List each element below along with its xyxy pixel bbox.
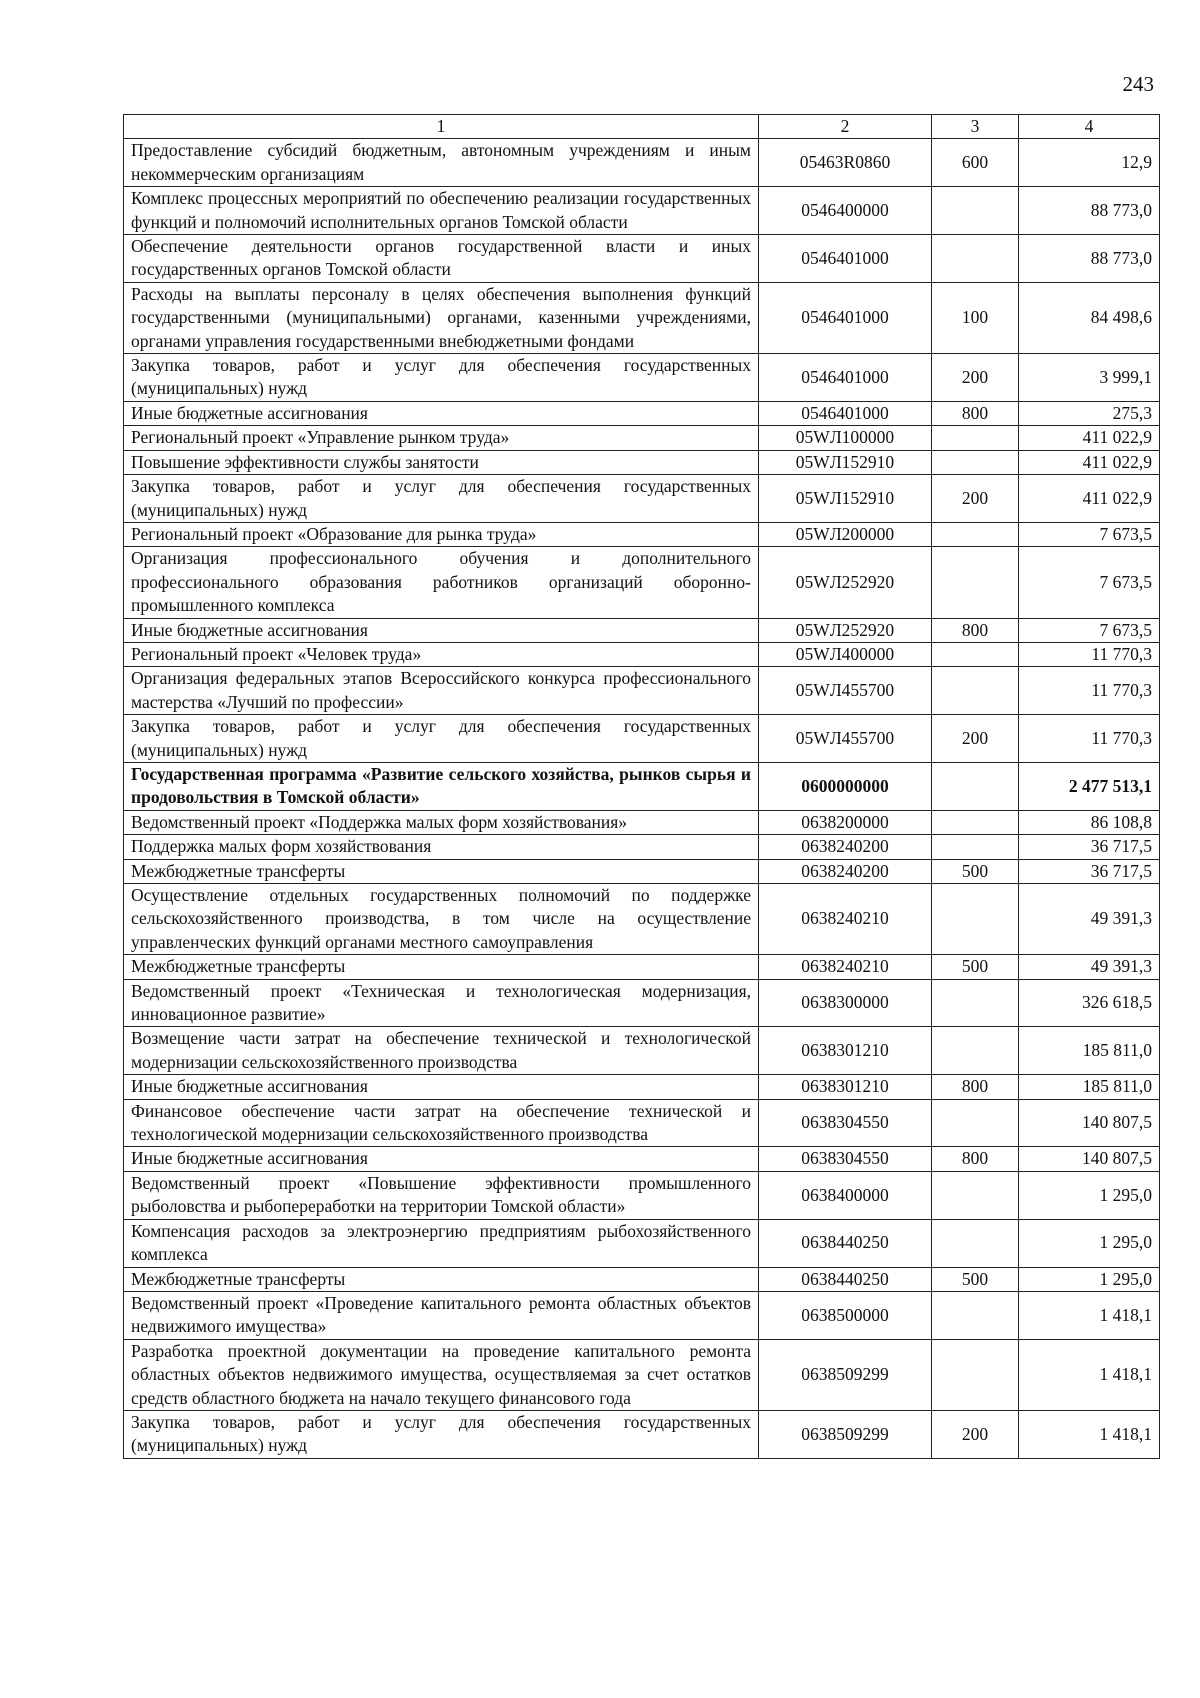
- cell-code: 0638301210: [759, 1075, 932, 1099]
- table-row: [124, 139, 1160, 187]
- cell-code: 05463R0860: [759, 139, 932, 187]
- budget-table: [123, 114, 1160, 1459]
- cell-type: [932, 1171, 1019, 1219]
- cell-code: 0638240210: [759, 955, 932, 979]
- cell-amount: 411 022,9: [1019, 426, 1160, 450]
- cell-code: 0546400000: [759, 187, 932, 235]
- cell-code: 0546401000: [759, 354, 932, 402]
- column-header-1: 1: [124, 115, 759, 139]
- cell-code: 0638509299: [759, 1410, 932, 1458]
- table-row: [124, 1339, 1160, 1410]
- cell-type: 800: [932, 1147, 1019, 1171]
- cell-name: Расходы на выплаты персоналу в целях обеспечения выполнения функций государственными (муниципальными) органами, казенными учреждениями, органами управления государственными внебюджетными фондами: [124, 282, 759, 353]
- cell-type: 600: [932, 139, 1019, 187]
- table-row: [124, 1219, 1160, 1267]
- table-row: [124, 450, 1160, 474]
- cell-amount: 11 770,3: [1019, 715, 1160, 763]
- table-row: [124, 1267, 1160, 1291]
- cell-name: Поддержка малых форм хозяйствования: [124, 835, 759, 859]
- cell-amount: 275,3: [1019, 401, 1160, 425]
- cell-name: Региональный проект «Образование для рынка труда»: [124, 522, 759, 546]
- cell-amount: 1 418,1: [1019, 1291, 1160, 1339]
- cell-name: Иные бюджетные ассигнования: [124, 1147, 759, 1171]
- table-row: [124, 235, 1160, 283]
- cell-type: 800: [932, 1075, 1019, 1099]
- cell-type: [932, 187, 1019, 235]
- cell-type: [932, 450, 1019, 474]
- cell-amount: 11 770,3: [1019, 667, 1160, 715]
- table-row: [124, 522, 1160, 546]
- cell-code: 0638440250: [759, 1267, 932, 1291]
- table-row: [124, 955, 1160, 979]
- cell-name: Повышение эффективности службы занятости: [124, 450, 759, 474]
- cell-type: [932, 884, 1019, 955]
- cell-type: [932, 235, 1019, 283]
- table-row: [124, 859, 1160, 883]
- cell-name: Осуществление отдельных государственных полномочий по поддержке сельскохозяйственного производства, в том числе на осуществление управленческих функций органами местного самоуправления: [124, 884, 759, 955]
- cell-name: Организация федеральных этапов Всероссийского конкурса профессионального мастерства «Лучший по профессии»: [124, 667, 759, 715]
- cell-type: 500: [932, 859, 1019, 883]
- cell-name: Иные бюджетные ассигнования: [124, 1075, 759, 1099]
- cell-code: 05WЛ200000: [759, 522, 932, 546]
- table-row: [124, 547, 1160, 618]
- column-header-4: 4: [1019, 115, 1160, 139]
- cell-amount: 140 807,5: [1019, 1099, 1160, 1147]
- cell-code: 0638400000: [759, 1171, 932, 1219]
- cell-name: Разработка проектной документации на проведение капитального ремонта областных объектов недвижимого имущества, осуществляемая за счет остатков средств областного бюджета на начало текущего финансового года: [124, 1339, 759, 1410]
- cell-amount: 411 022,9: [1019, 450, 1160, 474]
- cell-type: [932, 762, 1019, 810]
- cell-type: [932, 979, 1019, 1027]
- cell-code: 0638200000: [759, 810, 932, 834]
- cell-type: 800: [932, 401, 1019, 425]
- cell-name: Региональный проект «Человек труда»: [124, 642, 759, 666]
- cell-amount: 7 673,5: [1019, 618, 1160, 642]
- cell-type: [932, 642, 1019, 666]
- cell-code: 0638240200: [759, 859, 932, 883]
- cell-code: 05WЛ455700: [759, 715, 932, 763]
- cell-amount: 49 391,3: [1019, 884, 1160, 955]
- cell-amount: 88 773,0: [1019, 235, 1160, 283]
- cell-amount: 86 108,8: [1019, 810, 1160, 834]
- cell-name: Межбюджетные трансферты: [124, 955, 759, 979]
- cell-amount: 36 717,5: [1019, 835, 1160, 859]
- cell-type: 200: [932, 1410, 1019, 1458]
- cell-code: 0638440250: [759, 1219, 932, 1267]
- cell-name: Организация профессионального обучения и дополнительного профессионального образования работников организаций оборонно-промышленного комплекса: [124, 547, 759, 618]
- cell-type: 500: [932, 955, 1019, 979]
- cell-type: [932, 810, 1019, 834]
- cell-name: Межбюджетные трансферты: [124, 859, 759, 883]
- cell-type: [932, 1339, 1019, 1410]
- table-row: [124, 1291, 1160, 1339]
- column-header-3: 3: [932, 115, 1019, 139]
- table-row: [124, 762, 1160, 810]
- cell-code: 05WЛ252920: [759, 618, 932, 642]
- cell-code: 0546401000: [759, 235, 932, 283]
- table-row: [124, 1410, 1160, 1458]
- cell-amount: 2 477 513,1: [1019, 762, 1160, 810]
- table-row: [124, 1147, 1160, 1171]
- table-row: [124, 475, 1160, 523]
- cell-code: 0638509299: [759, 1339, 932, 1410]
- cell-name: Закупка товаров, работ и услуг для обеспечения государственных (муниципальных) нужд: [124, 475, 759, 523]
- cell-name: Иные бюджетные ассигнования: [124, 401, 759, 425]
- cell-code: 0546401000: [759, 282, 932, 353]
- cell-name: Ведомственный проект «Техническая и технологическая модернизация, инновационное развитие»: [124, 979, 759, 1027]
- cell-name: Закупка товаров, работ и услуг для обеспечения государственных (муниципальных) нужд: [124, 1410, 759, 1458]
- table-row: [124, 618, 1160, 642]
- cell-type: 200: [932, 715, 1019, 763]
- cell-name: Ведомственный проект «Поддержка малых форм хозяйствования»: [124, 810, 759, 834]
- cell-amount: 88 773,0: [1019, 187, 1160, 235]
- cell-code: 0600000000: [759, 762, 932, 810]
- table-row: [124, 354, 1160, 402]
- cell-code: 0638240210: [759, 884, 932, 955]
- table-row: [124, 426, 1160, 450]
- page-number: 243: [1122, 72, 1154, 96]
- cell-code: 0638304550: [759, 1099, 932, 1147]
- cell-name: Компенсация расходов за электроэнергию предприятиям рыбохозяйственного комплекса: [124, 1219, 759, 1267]
- cell-type: [932, 547, 1019, 618]
- cell-code: 05WЛ100000: [759, 426, 932, 450]
- table-row: [124, 1099, 1160, 1147]
- table-row: [124, 667, 1160, 715]
- cell-amount: 1 295,0: [1019, 1267, 1160, 1291]
- cell-amount: 11 770,3: [1019, 642, 1160, 666]
- cell-type: [932, 835, 1019, 859]
- cell-code: 0638240200: [759, 835, 932, 859]
- cell-code: 0638304550: [759, 1147, 932, 1171]
- table-row: [124, 1171, 1160, 1219]
- cell-amount: 12,9: [1019, 139, 1160, 187]
- table-body: [124, 115, 1160, 1459]
- cell-name: Закупка товаров, работ и услуг для обеспечения государственных (муниципальных) нужд: [124, 715, 759, 763]
- table-row: [124, 282, 1160, 353]
- table-header-row: [124, 115, 1160, 139]
- cell-name: Финансовое обеспечение части затрат на обеспечение технической и технологической модернизации сельскохозяйственного производства: [124, 1099, 759, 1147]
- cell-type: [932, 1291, 1019, 1339]
- cell-type: 200: [932, 475, 1019, 523]
- cell-amount: 49 391,3: [1019, 955, 1160, 979]
- cell-amount: 185 811,0: [1019, 1075, 1160, 1099]
- cell-amount: 185 811,0: [1019, 1027, 1160, 1075]
- table-row: [124, 715, 1160, 763]
- cell-name: Иные бюджетные ассигнования: [124, 618, 759, 642]
- cell-type: [932, 522, 1019, 546]
- cell-amount: 3 999,1: [1019, 354, 1160, 402]
- table-row: [124, 884, 1160, 955]
- cell-code: 05WЛ152910: [759, 475, 932, 523]
- cell-name: Государственная программа «Развитие сельского хозяйства, рынков сырья и продовольствия в Томской области»: [124, 762, 759, 810]
- cell-amount: 1 418,1: [1019, 1410, 1160, 1458]
- cell-amount: 7 673,5: [1019, 547, 1160, 618]
- cell-name: Обеспечение деятельности органов государственной власти и иных государственных органов Томской области: [124, 235, 759, 283]
- table-row: [124, 401, 1160, 425]
- cell-code: 0638301210: [759, 1027, 932, 1075]
- cell-amount: 411 022,9: [1019, 475, 1160, 523]
- cell-amount: 1 295,0: [1019, 1219, 1160, 1267]
- cell-name: Возмещение части затрат на обеспечение технической и технологической модернизации сельскохозяйственного производства: [124, 1027, 759, 1075]
- cell-name: Региональный проект «Управление рынком труда»: [124, 426, 759, 450]
- cell-name: Ведомственный проект «Проведение капитального ремонта областных объектов недвижимого имущества»: [124, 1291, 759, 1339]
- cell-amount: 1 418,1: [1019, 1339, 1160, 1410]
- table-row: [124, 810, 1160, 834]
- cell-code: 05WЛ400000: [759, 642, 932, 666]
- cell-type: [932, 1219, 1019, 1267]
- cell-name: Предоставление субсидий бюджетным, автономным учреждениям и иным некоммерческим организациям: [124, 139, 759, 187]
- table-row: [124, 1075, 1160, 1099]
- cell-type: [932, 1099, 1019, 1147]
- cell-code: 05WЛ152910: [759, 450, 932, 474]
- cell-code: 05WЛ252920: [759, 547, 932, 618]
- cell-type: [932, 667, 1019, 715]
- table-row: [124, 642, 1160, 666]
- table-row: [124, 979, 1160, 1027]
- cell-type: 500: [932, 1267, 1019, 1291]
- cell-amount: 36 717,5: [1019, 859, 1160, 883]
- table-row: [124, 1027, 1160, 1075]
- cell-type: 200: [932, 354, 1019, 402]
- cell-code: 0638300000: [759, 979, 932, 1027]
- column-header-2: 2: [759, 115, 932, 139]
- cell-amount: 84 498,6: [1019, 282, 1160, 353]
- cell-type: [932, 426, 1019, 450]
- cell-name: Закупка товаров, работ и услуг для обеспечения государственных (муниципальных) нужд: [124, 354, 759, 402]
- cell-amount: 326 618,5: [1019, 979, 1160, 1027]
- cell-type: 800: [932, 618, 1019, 642]
- cell-amount: 7 673,5: [1019, 522, 1160, 546]
- cell-name: Ведомственный проект «Повышение эффективности промышленного рыболовства и рыбопереработки на территории Томской области»: [124, 1171, 759, 1219]
- cell-name: Межбюджетные трансферты: [124, 1267, 759, 1291]
- table-row: [124, 835, 1160, 859]
- cell-type: 100: [932, 282, 1019, 353]
- cell-code: 0638500000: [759, 1291, 932, 1339]
- cell-code: 0546401000: [759, 401, 932, 425]
- cell-amount: 140 807,5: [1019, 1147, 1160, 1171]
- table-row: [124, 187, 1160, 235]
- cell-type: [932, 1027, 1019, 1075]
- cell-name: Комплекс процессных мероприятий по обеспечению реализации государственных функций и полномочий исполнительных органов Томской области: [124, 187, 759, 235]
- cell-code: 05WЛ455700: [759, 667, 932, 715]
- cell-amount: 1 295,0: [1019, 1171, 1160, 1219]
